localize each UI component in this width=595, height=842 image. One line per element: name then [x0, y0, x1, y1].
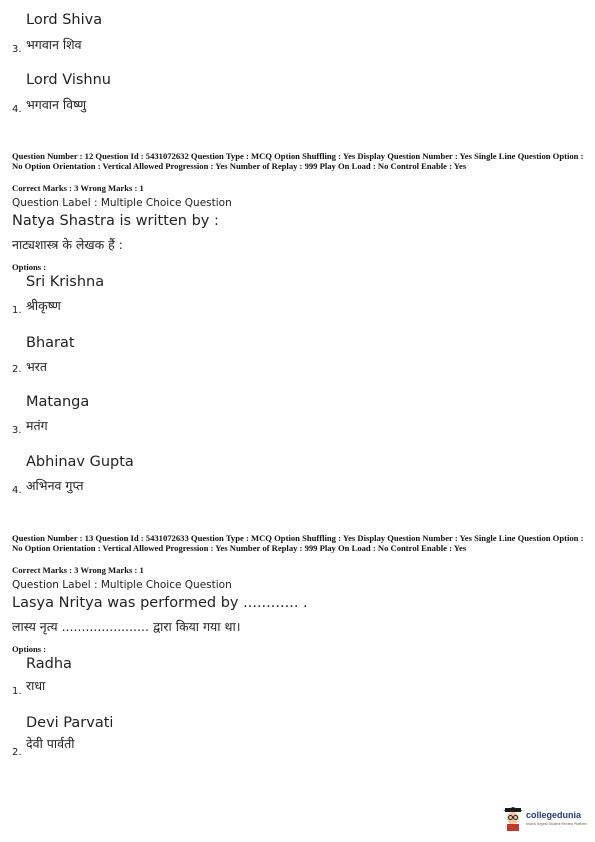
question-12-marks: Correct Marks : 3 Wrong Marks : 1: [12, 183, 144, 193]
q12-option-3-number: 3.: [12, 425, 22, 436]
question-13-text-hindi: लास्य नृत्य ...................... द्वारा किया गया था।: [12, 619, 241, 634]
mascot-icon: [502, 806, 524, 832]
q12-option-4-hindi: अभिनव गुप्त: [26, 478, 84, 493]
question-12-options-heading: Options :: [12, 262, 47, 272]
q12-option-4-english: Abhinav Gupta: [26, 454, 134, 470]
q13-option-2-hindi: देवी पार्वती: [26, 736, 75, 751]
q12-option-2-number: 2.: [12, 364, 22, 375]
question-12-label: Question Label : Multiple Choice Question: [12, 197, 232, 209]
q12-option-1-english: Sri Krishna: [26, 274, 105, 290]
question-13-text-english: Lasya Nritya was performed by ............ .: [12, 595, 308, 611]
option-4-english: Lord Vishnu: [26, 72, 111, 88]
question-12-text-english: Natya Shastra is written by :: [12, 213, 219, 229]
question-13-marks: Correct Marks : 3 Wrong Marks : 1: [12, 565, 144, 575]
q12-option-3-hindi: मतंग: [26, 418, 48, 433]
logo-name: collegedunia: [526, 810, 582, 820]
collegedunia-logo: [502, 806, 590, 836]
q12-option-2-english: Bharat: [26, 335, 75, 351]
logo-tagline: India's largest Student Review Platform: [526, 822, 587, 826]
question-12-metadata: Question Number : 12 Question Id : 5431072632 Question Type : MCQ Option Shuffling : Yes Display Question Number : Yes Single Line Question Option : No Option Orientation : Vertical Allowed Progression : Yes Number of Replay : 999 Play On Load : No Control Enable : Yes: [12, 151, 584, 171]
question-12-text-hindi: नाट्यशास्त्र के लेखक हैं :: [12, 237, 124, 252]
question-13-label: Question Label : Multiple Choice Question: [12, 579, 232, 591]
q12-option-2-hindi: भरत: [26, 359, 48, 374]
q13-option-1-number: 1.: [12, 686, 22, 697]
option-3-english: Lord Shiva: [26, 12, 103, 28]
q12-option-3-english: Matanga: [26, 394, 90, 410]
q13-option-1-hindi: राधा: [26, 678, 46, 693]
question-13-metadata: Question Number : 13 Question Id : 5431072633 Question Type : MCQ Option Shuffling : Yes Display Question Number : Yes Single Line Question Option : No Option Orientation : Vertical Allowed Progression : Yes Number of Replay : 999 Play On Load : No Control Enable : Yes: [12, 533, 584, 553]
q12-option-1-number: 1.: [12, 305, 22, 316]
option-4-hindi: भगवान विष्णु: [26, 97, 87, 112]
q13-option-2-english: Devi Parvati: [26, 715, 114, 731]
option-3-number: 3.: [12, 44, 22, 55]
q13-option-2-number: 2.: [12, 747, 22, 758]
q13-option-1-english: Radha: [26, 656, 72, 672]
q12-option-1-hindi: श्रीकृष्ण: [26, 298, 61, 313]
question-13-options-heading: Options :: [12, 644, 47, 654]
option-4-number: 4.: [12, 104, 22, 115]
q12-option-4-number: 4.: [12, 485, 22, 496]
option-3-hindi: भगवान शिव: [26, 37, 82, 52]
